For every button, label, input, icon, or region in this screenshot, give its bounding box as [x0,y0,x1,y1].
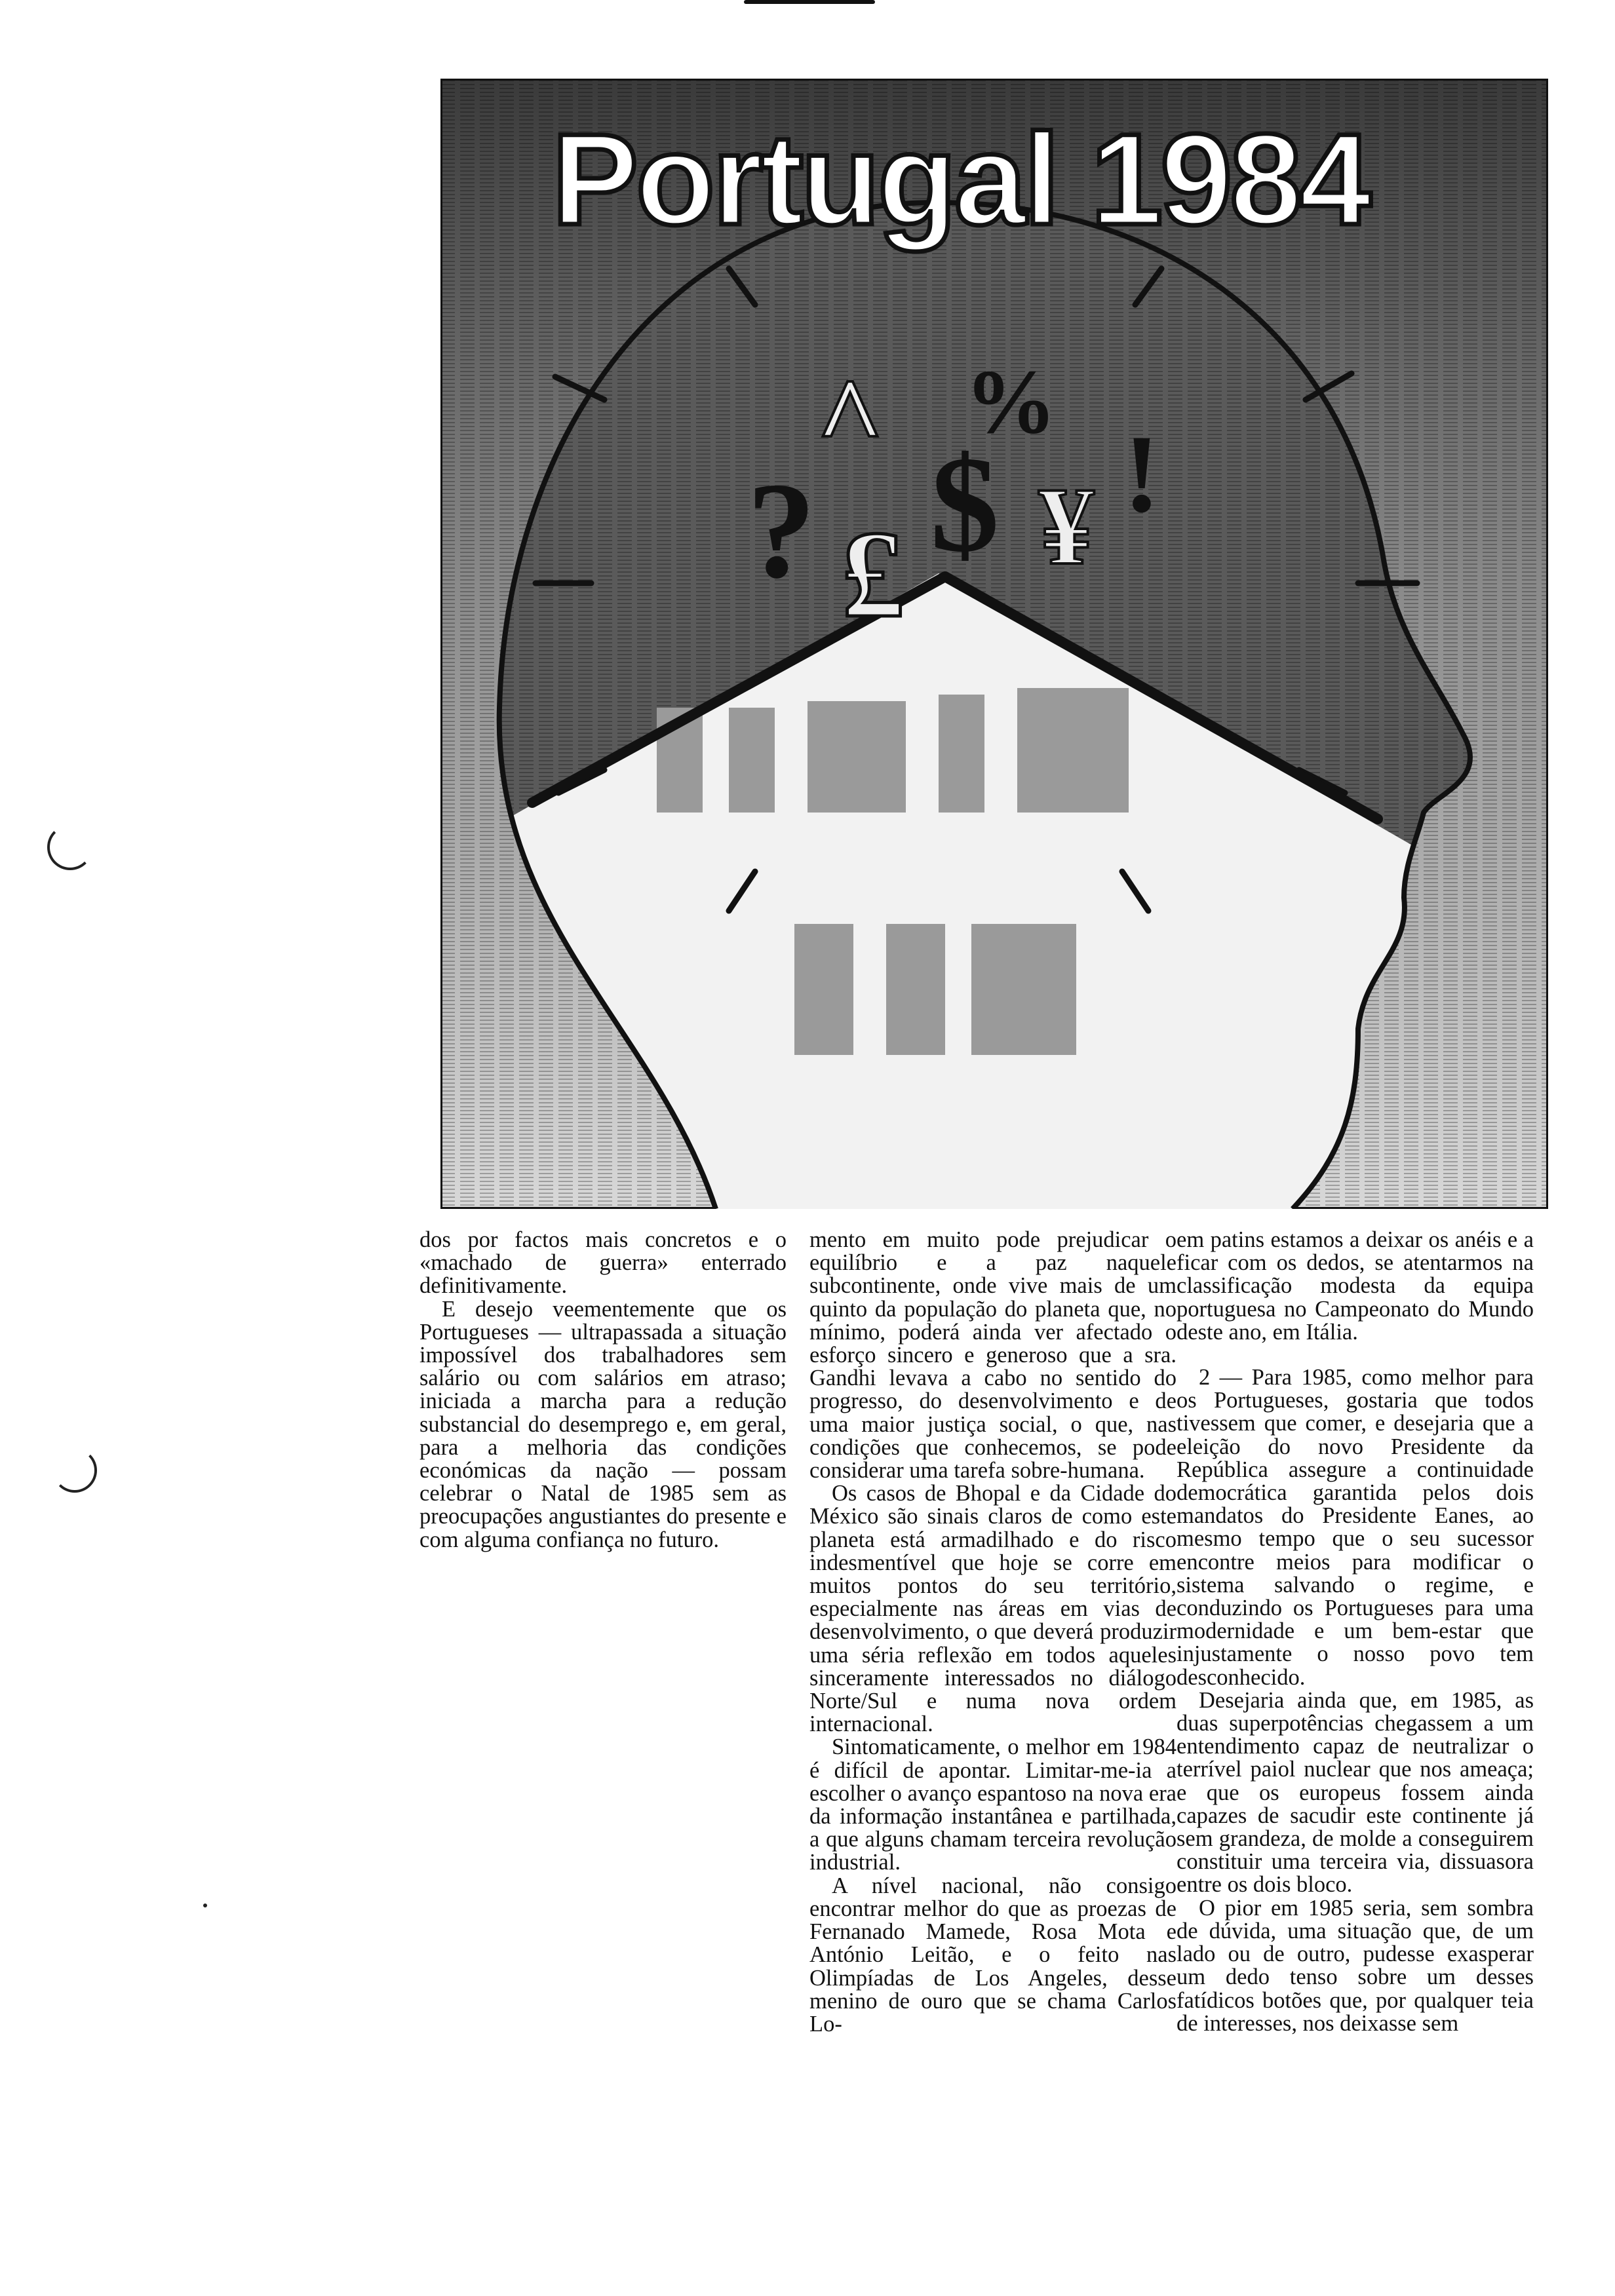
paragraph: Sintomaticamente, o melhor em 1984 é difícil de apontar. Limitar-me-ia a escolher o avanço espantoso na nova era da informação instantânea e partilhada, a que alguns chamam terceira revolução industrial. [809,1734,1177,1875]
text-column-2 [809,1229,1177,2036]
paragraph: dos por factos mais concretos e o «machado de guerra» enterrado definitivamente. [419,1227,787,1299]
dollar-icon: $ [930,429,1000,581]
paragraph: A nível nacional, não consigo encontrar melhor do que as proezas de Fernanado Mamede, Rosa Mota e António Leitão, e o feito nas Olimpíadas de Los Angeles, desse menino de ouro que se chama Carlos Lo- [809,1873,1177,2037]
paragraph: mento em muito pode prejudicar o equilíbrio e a paz naquele subcontinente, onde vive mais de um quinto da população do planeta que, no mínimo, poderá ainda ver afectado o esforço sincero e generoso que a sra. Gandhi levava a cabo no sentido do progresso, do desenvolvimento e de uma maior justiça social, o que, nas condições que conhecemos, se pode considerar uma tarefa sobre-humana. [809,1227,1177,1483]
exclamation-icon: ! [1123,412,1161,535]
paragraph: 2 — Para 1985, como melhor para os Portugueses, gostaria que todos tivessem que comer, e desejaria que a eleição do novo Presidente da República assegure a continuidade democrática garantida pelos dois mandatos do Presidente Eanes, ao mesmo tempo que o seu sucessor encontre meios para modificar o sistema salvando o regime, e conduzindo os Portugueses para uma modernidade e um bem-estar que injustamente o nosso povo tem desconhecido. [1177,1365,1534,1690]
paragraph-gap [1177,1344,1534,1366]
scan-mark [52,1448,97,1493]
text-column-1 [419,1229,787,1552]
paragraph: O pior em 1985 seria, sem sombra de dúvida, uma situação que, de um lado ou de outro, pudesse exasperar um dedo tenso sobre um desses fatídicos botões que, por qualquer teia de interesses, nos deixasse sem [1177,1895,1534,2036]
paragraph: em patins estamos a deixar os anéis e a ficar com os dedos, se atentarmos na classificação modesta da equipa portuguesa no Campeonato do Mundo deste ano, em Itália. [1177,1227,1534,1345]
article-title: Portugal 1984 [552,107,1369,252]
paragraph: Desejaria ainda que, em 1985, as duas superpotências chegassem a um entendimento capaz de neutralizar o terrível paiol nuclear que nos ameaça; e que os europeus fossem ainda capazes de sacudir este continente já sem grandeza, de molde a conseguirem constituir uma terceira via, dissuasora entre os dois bloco. [1177,1687,1534,1898]
percent-icon: % [965,351,1057,453]
paragraph: Os casos de Bhopal e da Cidade do México são sinais claros de como este planeta está armadilhado e do risco indesmentível que hoje se corre em muitos pontos do seu território, especialmente nas áreas em vias de desenvolvimento, o que deverá produzir uma séria reflexão em todos aqueles sinceramente interessados no diálogo Norte/Sul e numa nova ordem internacional. [809,1481,1177,1737]
top-rule [744,0,875,4]
caret-icon: ^ [815,354,885,484]
scan-speck [203,1904,207,1907]
article-illustration [440,79,1548,1209]
text-column-3 [1177,1229,1534,2035]
yen-icon: ¥ [1038,465,1095,588]
question-mark-icon: ? [747,455,816,607]
pound-icon: £ [842,506,905,643]
scan-mark [47,824,93,870]
paragraph: E desejo veementemente que os Portugueses — ultrapassada a situação impossível dos trabalhadores sem salário ou com salários em atraso; iniciada a marcha para a redução substancial do desemprego e, em geral, para a melhoria das condições económicas da nação — possam celebrar o Natal de 1985 sem as preocupações angustiantes do presente e com alguma confiança no futuro. [419,1296,787,1552]
